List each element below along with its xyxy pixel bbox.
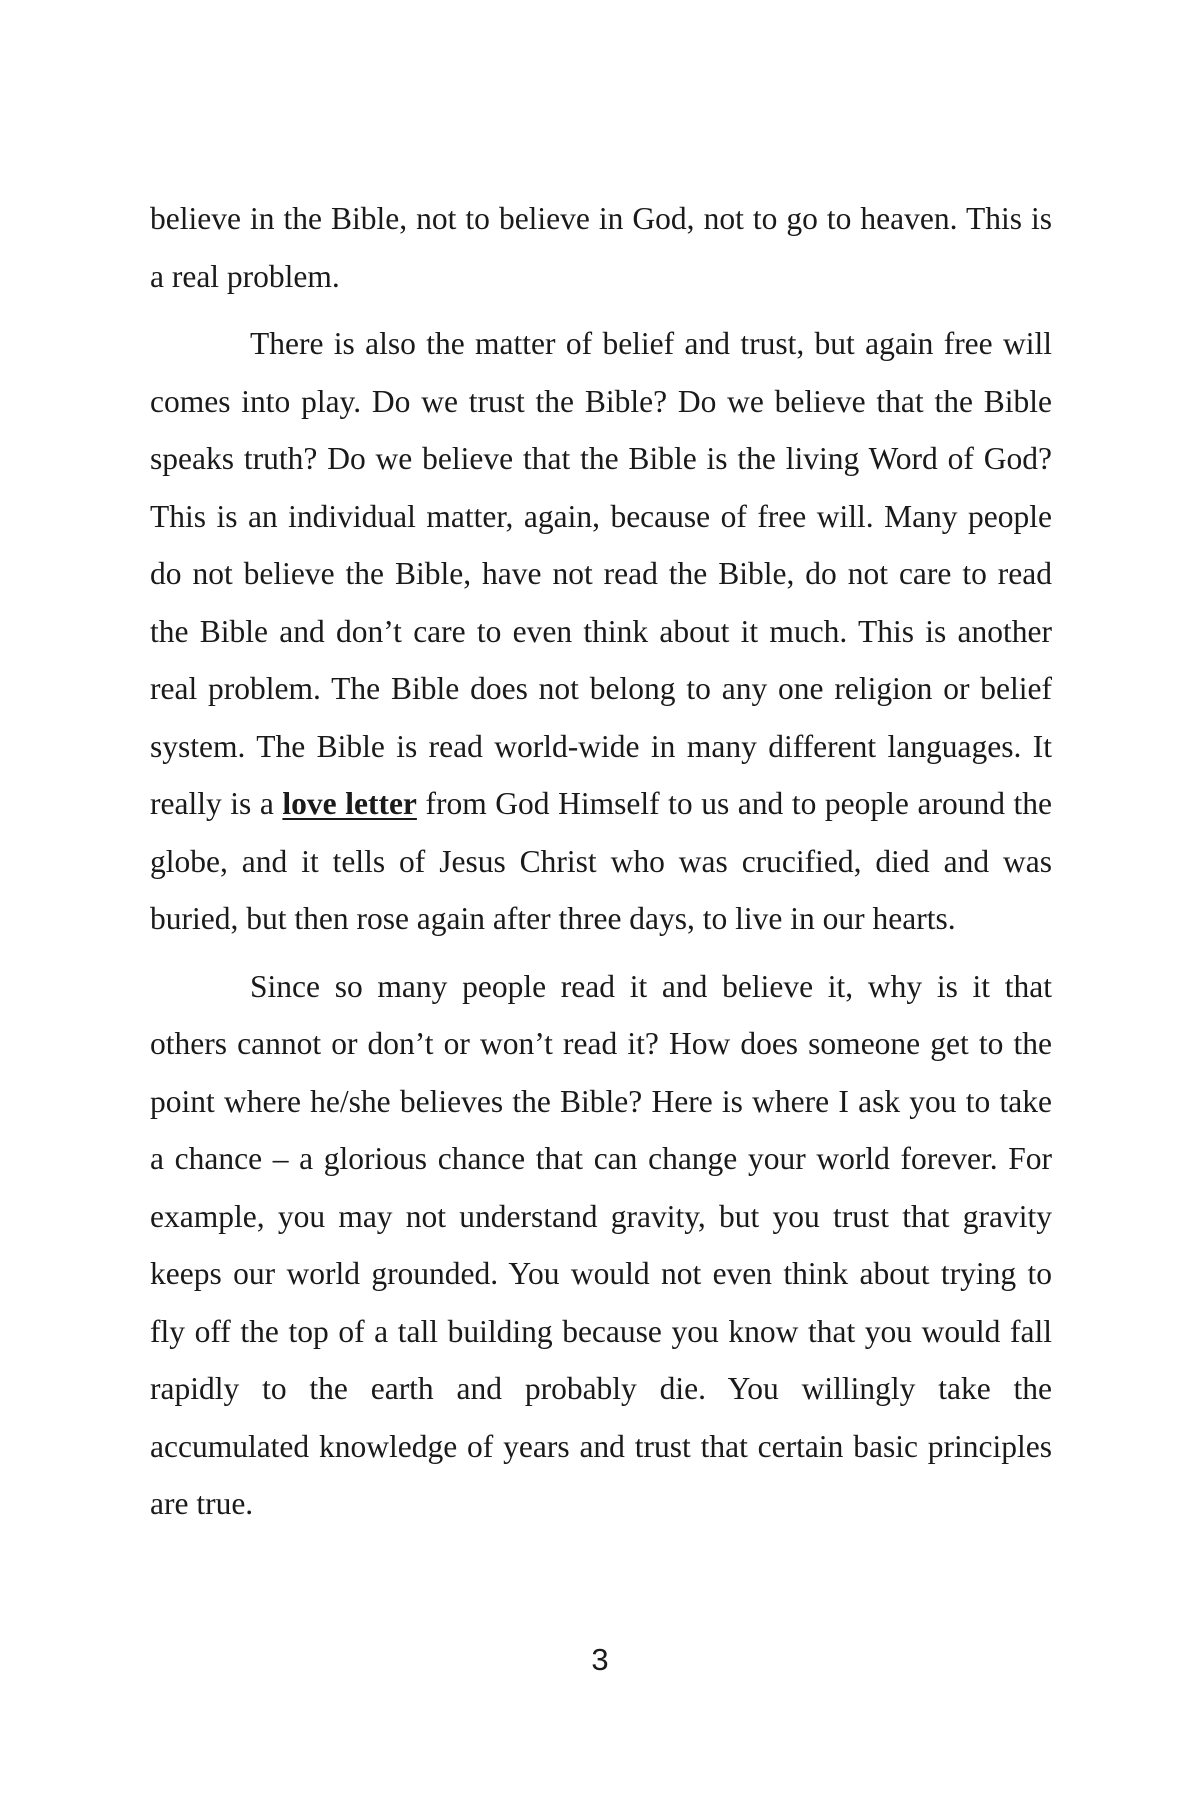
paragraph-2: [150, 315, 1052, 948]
page-number: 3: [591, 1642, 609, 1677]
paragraph-2-text-before: There is also the matter of belief and trust, but again free will comes into play. Do we trust the Bible? Do we believe that the Bible speaks truth? Do we believe that the Bible is the living Word of God? This is an individual matter, again, because of free will. Many people do not believe the Bible, have not read the Bible, do not care to read the Bible and don’t care to even think about it much. This is another real problem. The Bible does not belong to any one religion or belief system. The Bible is read world-wide in many different languages. It really is a: [150, 326, 1052, 821]
body-text: [150, 190, 1052, 1543]
love-letter-emphasis: love letter: [282, 786, 417, 821]
paragraph-2-text-after: from God Himself to us and to people around the globe, and it tells of Jesus Christ who was crucified, died and was buried, but then rose again after three days, to live in our hearts.: [150, 786, 1052, 936]
paragraph-3: [150, 958, 1052, 1533]
paragraph-1: [150, 190, 1052, 305]
paragraph-3-text: Since so many people read it and believe it, why is it that others cannot or don’t or won’t read it? How does someone get to the point where he/she believes the Bible? Here is where I ask you to take a chance – a glorious chance that can change your world forever. For example, you may not understand gravity, but you trust that gravity keeps our world grounded. You would not even think about trying to fly off the top of a tall building because you know that you would fall rapidly to the earth and probably die. You willingly take the accumulated knowledge of years and trust that certain basic principles are true.: [150, 968, 1052, 1521]
paragraph-1-text: believe in the Bible, not to believe in God, not to go to heaven. This is a real problem.: [150, 201, 1052, 294]
